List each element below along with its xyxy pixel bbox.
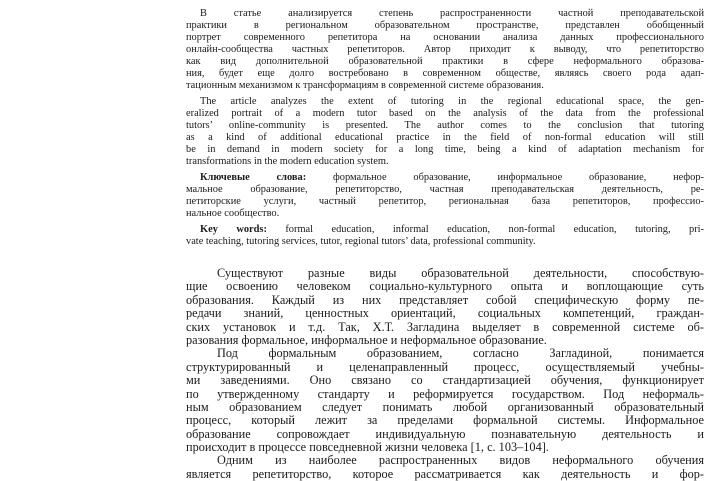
text-line: vate teaching, tutoring services, tutor, regional tutors’ data, professional community.: [186, 236, 536, 247]
paragraph-body-3: [186, 454, 704, 481]
paragraph-keywords-en: [186, 224, 704, 248]
text-line: происходит в процессе повседневной жизни человека [1, с. 103–104].: [186, 440, 549, 455]
text-line: структурированный и целенаправленный процесс, осуществляемый учебны-: [186, 359, 704, 374]
text-line: как вид дополнительной образовательной практики в сфере неформального образова-: [186, 56, 704, 67]
text-line: tutors’ online-community is presented. The author comes to the conclusion that tutoring: [186, 120, 704, 131]
text-line: является репетиторство, которое рассматривается как деятельность и фор-: [186, 466, 704, 481]
text-column: [186, 8, 704, 481]
text-line: ских установок и т.д. Так, Х.Т. Загладина выделяет в современной системе об-: [186, 319, 704, 334]
text-line: петиторские услуги, частный репетитор, региональная база репетиторов, профессио-: [186, 196, 704, 207]
paragraph-body-2: [186, 347, 704, 454]
paragraph-body-1: [186, 267, 704, 347]
keywords-list: формальное образование, информальное образование, нефор-: [306, 172, 704, 183]
text-line: ния, будет еще долго востребовано в современном обществе, являясь своего рода адап-: [186, 68, 704, 79]
text-line: редачи знаний, ценностных ориентаций, социальных компетенций, граждан-: [186, 306, 704, 321]
text-line: В статье анализируется степень распространенности частной преподавательской: [200, 8, 704, 19]
keywords-label: Key words:: [200, 224, 267, 235]
text-line: Одним из наиболее распространенных видов неформального обучения: [217, 453, 704, 468]
text-line: образования. Каждый из них представляет собой специфическую форму пе-: [186, 292, 704, 307]
text-line: тационным механизмом к трансформациям в современной системе образования.: [186, 80, 544, 91]
text-line: мальное образование, репетиторство, частная преподавательская деятельность, ре-: [186, 184, 704, 195]
text-line: as a kind of additional educational practice in the field of non-formal education will still: [186, 132, 704, 143]
text-line: онлайн-сообщества частных репетиторов. Автор приходит к выводу, что репетиторство: [186, 44, 704, 55]
text-line: [186, 172, 704, 184]
paragraph-abstract-ru: [186, 8, 704, 92]
text-line: The article analyzes the extent of tutoring in the regional educational space, the gen-: [200, 96, 704, 107]
text-line: разования формальное, информальное и неформальное образование.: [186, 332, 547, 347]
text-line: нальное сообщество.: [186, 208, 280, 219]
text-line: [186, 224, 704, 236]
text-line: ми заведениями. Оно связано со стандартизацией обучения, функционирует: [186, 373, 704, 388]
text-line: eralized portrait of a modern tutor based on the analysis of the data from the professional: [186, 108, 704, 119]
paragraph-keywords-ru: [186, 172, 704, 220]
keywords-list: formal education, informal education, non-formal education, tutoring, pri-: [266, 224, 704, 235]
text-line: Существуют разные виды образовательной деятельности, способствую-: [217, 266, 704, 280]
paragraph-abstract-en: [186, 96, 704, 168]
text-line: transformations in the modern education system.: [186, 156, 389, 167]
text-line: Под формальным образованием, согласно Загладиной, понимается: [217, 346, 704, 361]
text-line: процесс, который лежит за пределами формальной системы. Информальное: [186, 413, 704, 428]
text-line: практики в региональном образовательном пространстве, представлен обобщенный: [186, 20, 704, 31]
text-line: be in demand in modern society for a long time, being a kind of adaptation mechanism for: [186, 144, 704, 155]
text-line: по утвержденному стандарту и реформируется государством. Под неформаль-: [186, 386, 704, 401]
text-line: образование сопровождает индивидуальную познавательную деятельность и: [186, 426, 704, 441]
text-line: портрет современного репетитора на основании анализа данных профессионального: [186, 32, 704, 43]
keywords-label: Ключевые слова:: [200, 172, 307, 183]
text-line: ным образованием следует понимать любой организованный образовательный: [186, 399, 704, 414]
text-line: щие освоению человеком социально-культурного опыта и воплощающие суть: [186, 279, 704, 294]
